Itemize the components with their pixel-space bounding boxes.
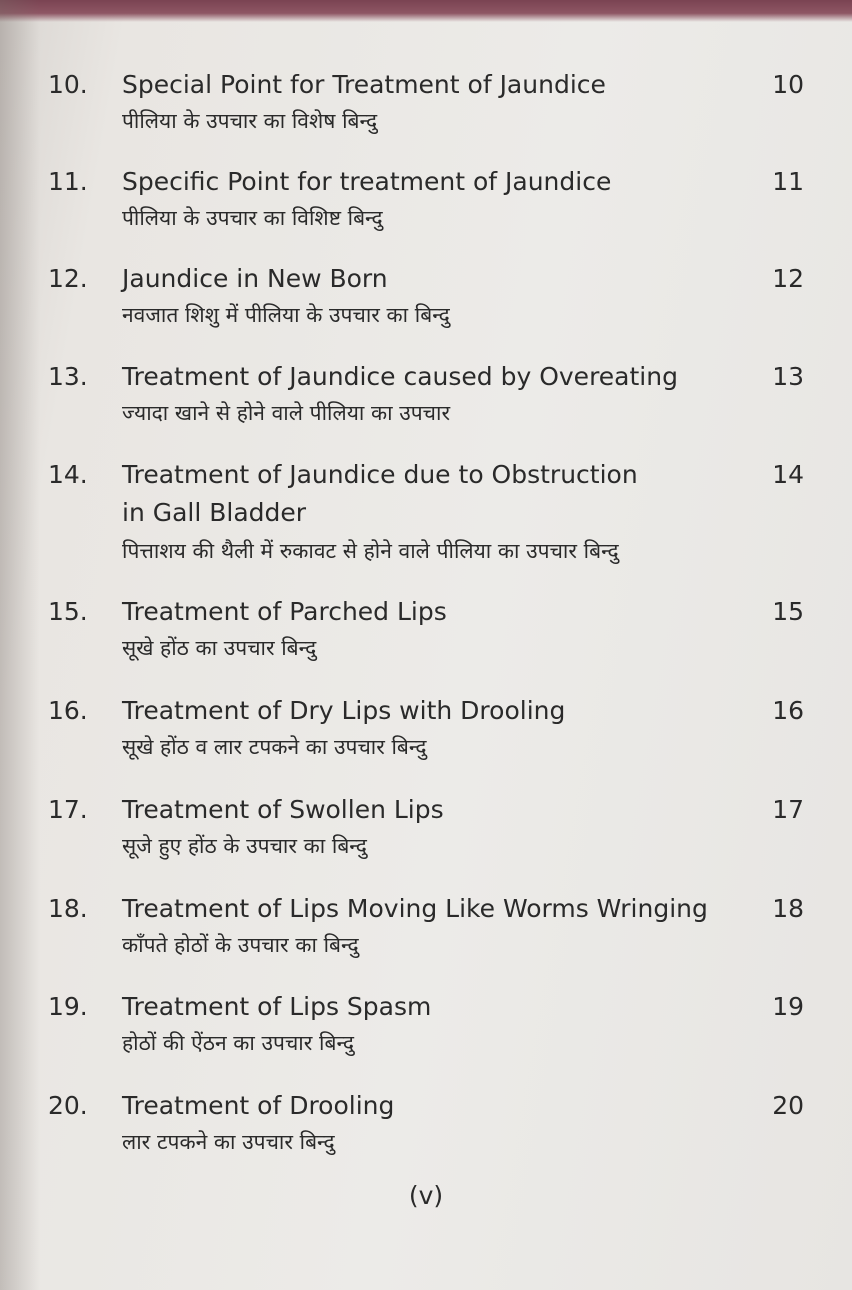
entry-hindi-title: सूजे हुए होंठ के उपचार का बिन्दु — [122, 834, 367, 858]
entry-number: 20. — [48, 1091, 88, 1120]
entry-hindi-title: पीलिया के उपचार का विशेष बिन्दु — [122, 109, 378, 133]
entry-title: Treatment of Lips Moving Like Worms Wringing — [122, 894, 708, 923]
entry-title: Treatment of Lips Spasm — [122, 992, 432, 1021]
entry-number: 19. — [48, 992, 88, 1021]
entry-title-continuation: in Gall Bladder — [122, 498, 307, 527]
entry-page-number: 15 — [772, 597, 804, 626]
entry-title: Specific Point for treatment of Jaundice — [122, 167, 612, 196]
entry-hindi-title: नवजात शिशु में पीलिया के उपचार का बिन्दु — [122, 303, 450, 327]
entry-number: 14. — [48, 460, 88, 489]
entry-hindi-title: लार टपकने का उपचार बिन्दु — [122, 1130, 335, 1154]
entry-hindi-title: पित्ताशय की थैली में रुकावट से होने वाले पीलिया का उपचार बिन्दु — [122, 539, 619, 563]
entry-title: Special Point for Treatment of Jaundice — [122, 70, 606, 99]
entry-number: 18. — [48, 894, 88, 923]
entry-page-number: 12 — [772, 264, 804, 293]
entry-hindi-title: सूखे होंठ का उपचार बिन्दु — [122, 636, 317, 660]
entry-page-number: 14 — [772, 460, 804, 489]
entry-number: 15. — [48, 597, 88, 626]
entry-number: 17. — [48, 795, 88, 824]
entry-title: Treatment of Drooling — [122, 1091, 395, 1120]
entry-title: Treatment of Swollen Lips — [122, 795, 444, 824]
entry-page-number: 17 — [772, 795, 804, 824]
entry-hindi-title: काँपते होठों के उपचार का बिन्दु — [122, 933, 359, 957]
entry-title: Jaundice in New Born — [122, 264, 388, 293]
entry-hindi-title: सूखे होंठ व लार टपकने का उपचार बिन्दु — [122, 735, 427, 759]
entry-hindi-title: ज्यादा खाने से होने वाले पीलिया का उपचार — [122, 401, 451, 425]
entry-number: 10. — [48, 70, 88, 99]
entry-page-number: 16 — [772, 696, 804, 725]
entry-hindi-title: होठों की ऐंठन का उपचार बिन्दु — [122, 1031, 355, 1055]
entry-number: 16. — [48, 696, 88, 725]
entry-number: 12. — [48, 264, 88, 293]
entry-page-number: 19 — [772, 992, 804, 1021]
entry-title: Treatment of Jaundice caused by Overeating — [122, 362, 678, 391]
entry-title: Treatment of Parched Lips — [122, 597, 447, 626]
entry-hindi-title: पीलिया के उपचार का विशिष्ट बिन्दु — [122, 206, 383, 230]
entry-page-number: 10 — [772, 70, 804, 99]
page-folio: (v) — [408, 1181, 444, 1210]
entry-page-number: 11 — [772, 167, 804, 196]
entry-page-number: 20 — [772, 1091, 804, 1120]
entry-number: 11. — [48, 167, 88, 196]
entry-title: Treatment of Jaundice due to Obstruction — [122, 460, 638, 489]
entry-page-number: 18 — [772, 894, 804, 923]
entry-page-number: 13 — [772, 362, 804, 391]
entry-title: Treatment of Dry Lips with Drooling — [122, 696, 566, 725]
entry-number: 13. — [48, 362, 88, 391]
